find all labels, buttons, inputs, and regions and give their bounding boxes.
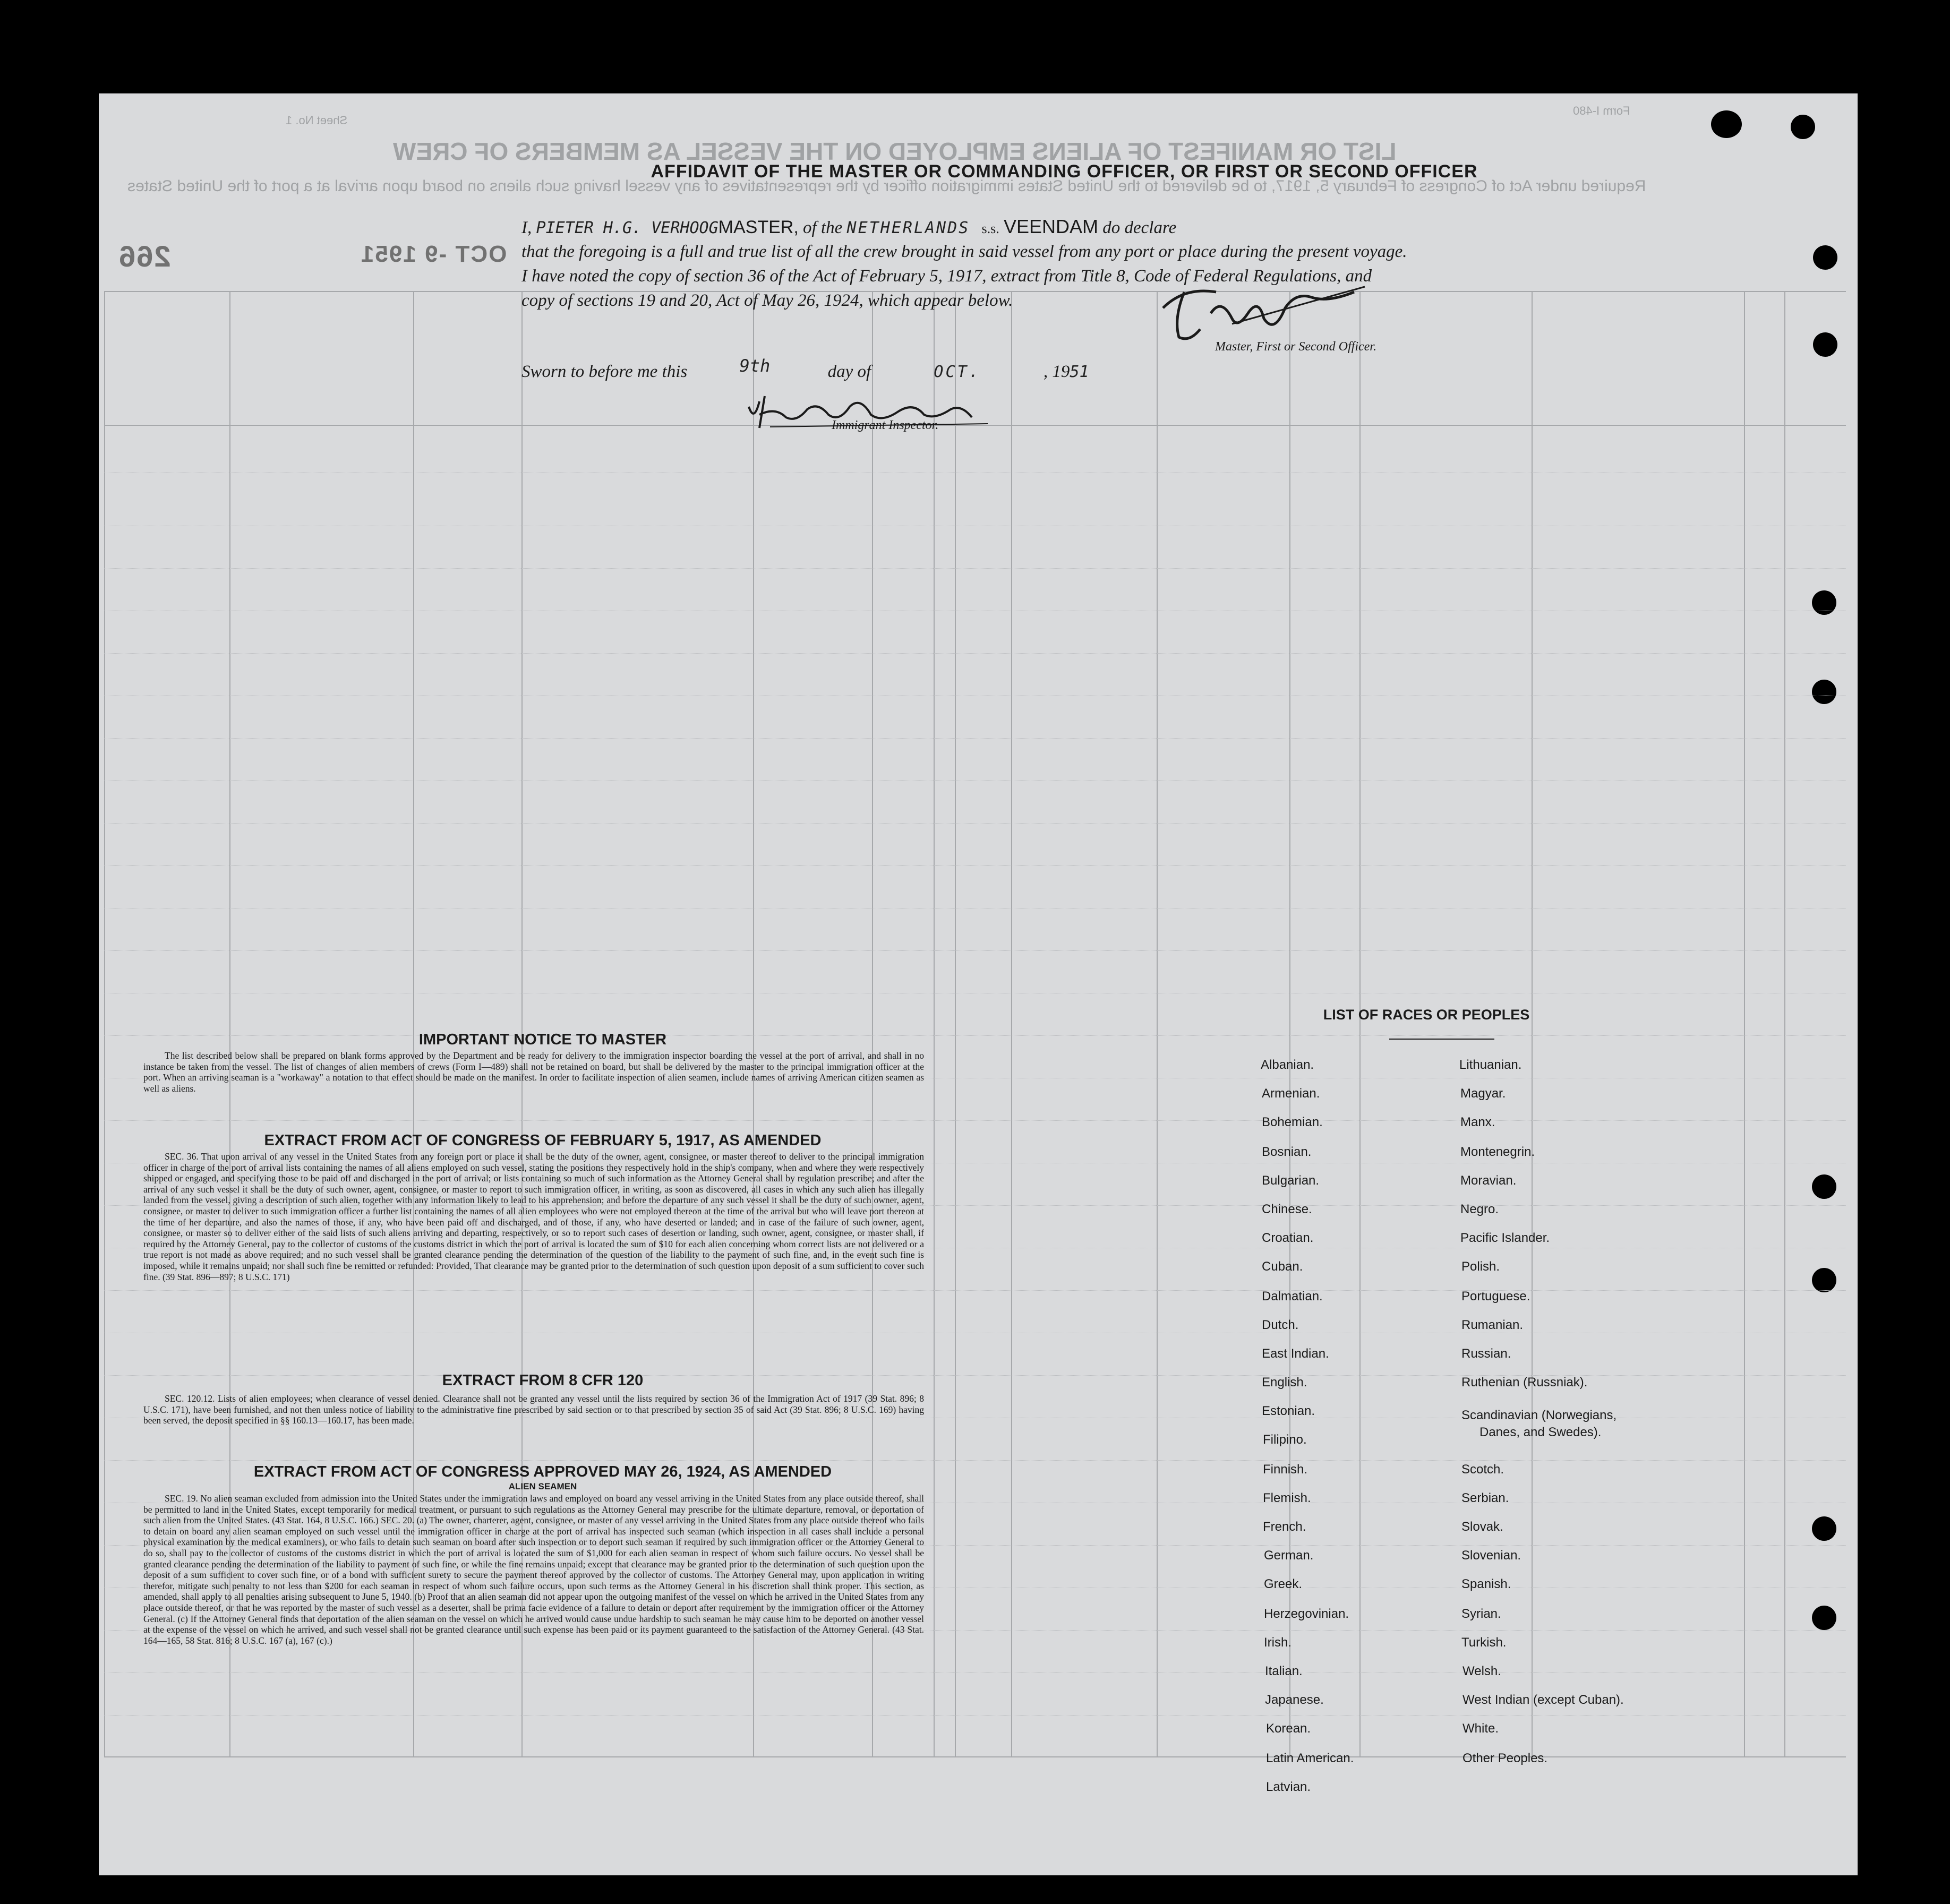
date-stamp-bleed: OCT -9 1951: [360, 241, 507, 267]
reverse-title-bleed: LIST OR MANIFEST OF ALIENS EMPLOYED ON THE VESSEL AS MEMBERS OF CREW: [393, 138, 1397, 165]
form-number-bleed: Form I-480: [1573, 104, 1630, 117]
race-item: Dutch.: [1262, 1318, 1299, 1332]
race-item: Dalmatian.: [1262, 1289, 1323, 1303]
race-item: Bohemian.: [1262, 1115, 1323, 1129]
race-item: Rumanian.: [1461, 1318, 1524, 1332]
inspector-label: Immigrant Inspector.: [832, 418, 939, 432]
affidavit-title: AFFIDAVIT OF THE MASTER OR COMMANDING OFFICER, OR FIRST OR SECOND OFFICER: [651, 161, 1478, 182]
punch-hole: [1812, 1268, 1836, 1292]
race-item: Greek.: [1264, 1577, 1303, 1591]
race-item: Japanese.: [1265, 1693, 1324, 1707]
race-item: Danes, and Swedes).: [1479, 1425, 1602, 1439]
signer-label: Master, First or Second Officer.: [1215, 340, 1376, 354]
extract-cfr-title: EXTRACT FROM 8 CFR 120: [442, 1372, 644, 1389]
notice-text: The list described below shall be prepared on blank forms approved by the Department and be ready for delivery to the immigration inspector boarding the vessel at the port of arrival, and shall in no instance be taken from the vessel. The list of changes of alien members of crews (Form I—489) shall not be retained on board, but shall be delivered by the master to the principal immigration officer at the port. When an arriving seaman is a "workaway" a notation to that effect should be made on the manifest. In order to facilitate inspection of alien seamen, include names of arriving American citizen seamen as well as aliens.: [143, 1050, 924, 1094]
affidavit-line-2: that the foregoing is a full and true list of all the crew brought in said vessel from any port or place during the present voyage.: [521, 242, 1407, 261]
vessel-name: VEENDAM: [1003, 216, 1098, 237]
race-item: Montenegrin.: [1460, 1145, 1535, 1159]
race-item: Filipino.: [1263, 1433, 1307, 1447]
sheet-number-bleed: Sheet No. 1: [286, 114, 348, 127]
race-item: West Indian (except Cuban).: [1462, 1693, 1624, 1707]
race-item: Syrian.: [1461, 1607, 1501, 1621]
race-item: Serbian.: [1461, 1491, 1509, 1505]
race-item: Bulgarian.: [1262, 1173, 1320, 1188]
race-item: White.: [1462, 1721, 1499, 1736]
race-item: Bosnian.: [1262, 1145, 1312, 1159]
extract-1924-title: EXTRACT FROM ACT OF CONGRESS APPROVED MAY 26, 1924, AS AMENDED: [253, 1463, 832, 1480]
sworn-prefix: Sworn to before me this: [521, 362, 688, 381]
affidavit-line-1: [521, 216, 1176, 238]
race-item: Ruthenian (Russniak).: [1461, 1375, 1588, 1390]
sworn-day-handwritten: 9th: [739, 356, 771, 376]
race-item: Chinese.: [1262, 1202, 1312, 1216]
race-item: Russian.: [1461, 1346, 1511, 1361]
day-of-label: day of: [827, 362, 871, 381]
race-item: Lithuanian.: [1459, 1058, 1522, 1072]
race-item: Estonian.: [1262, 1404, 1315, 1418]
race-item: Cuban.: [1262, 1259, 1303, 1274]
punch-hole: [1812, 590, 1836, 615]
race-item: Herzegovinian.: [1264, 1607, 1349, 1621]
race-item: Negro.: [1460, 1202, 1499, 1216]
race-item: Scotch.: [1461, 1462, 1504, 1477]
race-item: Latin American.: [1266, 1751, 1354, 1765]
punch-hole: [1812, 1606, 1836, 1630]
punch-hole: [1813, 332, 1837, 357]
races-title: LIST OF RACES OR PEOPLES: [1323, 1007, 1530, 1023]
race-item: Manx.: [1460, 1115, 1495, 1129]
ss-label: s.s.: [981, 221, 999, 236]
declare-label: do declare: [1102, 218, 1177, 237]
race-item: East Indian.: [1262, 1346, 1329, 1361]
punch-hole: [1791, 115, 1815, 139]
nationality-handwritten: NETHERLANDS: [846, 219, 970, 237]
punch-hole: [1812, 1516, 1836, 1541]
affidavit-line-3: I have noted the copy of section 36 of the Act of February 5, 1917, extract from Title 8, Code of Federal Regulations, and: [521, 267, 1372, 286]
extract-1924-text: SEC. 19. No alien seaman excluded from admission into the United States under the immigration laws and employed on board any vessel arriving in the United States from any place outside thereof, shall be permitted to land in the United States, except temporarily for medical treatment, or pursuant to such regulations as the Attorney General may prescribe for the ultimate departure, removal, or deportation of such alien from the United States. (43 Stat. 164, 8 U.S.C. 166.) SEC. 20. (a) The owner, charterer, agent, consignee, or master of any vessel arriving in the United States from any place outside thereof who fails to detain on board any alien seaman employed on such vessel until the immigration officer in charge at the port of arrival has inspected such seaman (which inspection in all cases shall include a personal physical examination by the medical examiners), or who fails to detain such seaman on board after such inspection or to deport such seaman if required by such immigration officer or the Attorney General to do so, shall pay to the collector of customs of the customs district in which the port of arrival is located the sum of $1,000 for each alien seaman in respect of whom such failure occurs. No vessel shall be granted clearance pending the determination of the liability to payment of such fine, or while the fine remains unpaid; except that clearance may be granted prior to the determination of such question upon the deposit of a sum sufficient to cover such fine, or of a bond with sufficient surety to secure the payment thereof approved by the collector of customs. The Attorney General may, upon application in writing therefor, mitigate such penalty to not less than $200 for each seaman in respect of whom such failure occurs, upon such terms as the Attorney General in his discretion shall think proper. This section, as amended, shall apply to all penalties arising subsequent to June 5, 1940. (b) Proof that an alien seaman did not appear upon the outgoing manifest of the vessel on which he arrived in the United States from any place outside thereof, or that he was reported by the master of such vessel as a deserter, shall be prima facie evidence of a failure to detain or deport after requirement by the immigration officer or the Attorney General. (c) If the Attorney General finds that deportation of the alien seaman on the vessel on which he arrived would cause undue hardship to such seaman he may cause him to be deported on another vessel at the expense of the vessel on which he arrived, and such vessel shall not be granted clearance until such expense has been paid or its payment guaranteed to the satisfaction of the Attorney General. (43 Stat. 164—165, 58 Stat. 816; 8 U.S.C. 167 (a), 167 (c).): [143, 1493, 924, 1646]
punch-hole: [1813, 245, 1837, 270]
race-item: Flemish.: [1263, 1491, 1311, 1505]
race-item: Albanian.: [1261, 1058, 1314, 1072]
race-item: English.: [1262, 1375, 1307, 1390]
race-item: Magyar.: [1460, 1086, 1506, 1101]
races-title-rule: [1389, 1039, 1494, 1040]
extract-cfr-text: SEC. 120.12. Lists of alien employees; when clearance of vessel denied. Clearance shall not be granted any vessel until the lists required by section 36 of the Immigration Act of 1917 (39 Stat. 896; 8 U.S.C. 171), have been furnished, and not then unless notice of liability to the administrative fine prescribed by said section or to that prescribed by section 35 of said Act (39 Stat. 896; 8 U.S.C. 169) having been served, the deposit specified in §§ 160.13—160.17, has been made.: [143, 1393, 924, 1426]
of-the-label: of the: [803, 218, 843, 237]
notice-title: IMPORTANT NOTICE TO MASTER: [418, 1031, 667, 1048]
reverse-required-bleed: Required under Act of Congress of February 5, 1917, to be delivered to the United States immigration officer by the representatives of any vessel having such aliens on board upon arrival at a port of the United States: [127, 177, 1646, 195]
master-label: MASTER,: [718, 217, 799, 237]
i-label: I,: [521, 218, 532, 237]
race-item: Slovak.: [1461, 1520, 1503, 1534]
race-item: Slovenian.: [1461, 1548, 1521, 1563]
race-item: German.: [1264, 1548, 1314, 1563]
race-item: Turkish.: [1461, 1635, 1507, 1650]
race-item: Moravian.: [1460, 1173, 1517, 1188]
extract-1917-title: EXTRACT FROM ACT OF CONGRESS OF FEBRUARY 5, 1917, AS AMENDED: [264, 1132, 822, 1149]
race-item: Other Peoples.: [1462, 1751, 1548, 1765]
race-item: Pacific Islander.: [1460, 1231, 1550, 1245]
alien-seamen-subtitle: ALIEN SEAMEN: [508, 1481, 577, 1491]
affidavit-line-4: copy of sections 19 and 20, Act of May 26, 1924, which appear below.: [521, 291, 1013, 310]
race-item: Italian.: [1265, 1664, 1303, 1678]
race-item: Welsh.: [1462, 1664, 1501, 1678]
race-item: Korean.: [1266, 1721, 1311, 1736]
race-item: Spanish.: [1461, 1577, 1511, 1591]
year-prefix: , 19: [1043, 362, 1070, 381]
race-item: Scandinavian (Norwegians,: [1461, 1408, 1617, 1422]
race-item: Portuguese.: [1461, 1289, 1530, 1303]
extract-1917-text: SEC. 36. That upon arrival of any vessel in the United States from any foreign port or place it shall be the duty of the owner, agent, consignee, or master thereof to deliver to the principal immigration officer in charge of the port of arrival lists containing the names of all aliens employed on such vessel, stating the positions they respectively hold in the ship's company, when and where they were respectively shipped or engaged, and specifying those to be paid off and discharged in the port of arrival; or lists containing so much of such information as the Attorney General shall by regulation prescribe; and after the arrival of any such vessel it shall be the duty of such owner, agent, consignee, or master to report to such immigration officer, in writing, as soon as discovered, all cases in which any such alien has illegally landed from the vessel, giving a description of such alien, together with any information likely to lead to his apprehension; and before the departure of any such vessel it shall be the duty of such owner, agent, consignee, or master to deliver to such immigration officer a further list containing the names of all alien employees who were not employed thereon at the time of the arrival but who will leave port thereon at the time of her departure, and also the names of those, if any, who have been paid off and discharged, and of those, if any, who have deserted or landed; and in case of the failure of such owner, agent, consignee, or master so to deliver either of the said lists of such aliens arriving and departing, respectively, or so to report such cases of desertion or landing, such owner, agent, consignee, or master shall, if required by the Attorney General, pay to the collector of customs of the customs district in which the port of arrival is located the sum of $10 for each alien concerning whom correct lists are not delivered or a true report is not made as above required; and no such vessel shall be granted clearance pending the determination of the question of the liability to the payment of such fine, and, in the event such fine is imposed, while it remains unpaid; nor shall such fine be remitted or refunded: Provided, That clearance may be granted prior to the determination of such question upon deposit of a sum sufficient to cover such fine. (39 Stat. 896—897; 8 U.S.C. 171): [143, 1151, 924, 1282]
punch-hole: [1711, 110, 1742, 138]
race-item: Croatian.: [1262, 1231, 1314, 1245]
race-item: Latvian.: [1266, 1780, 1311, 1794]
sworn-month-handwritten: OCT.: [934, 363, 981, 381]
sworn-line: [521, 356, 1089, 382]
punch-hole: [1812, 1174, 1836, 1199]
punch-hole: [1812, 680, 1836, 704]
master-name-handwritten: PIETER H.G. VERHOOG: [536, 219, 719, 237]
year-handwritten: 51: [1070, 363, 1089, 381]
race-item: Armenian.: [1262, 1086, 1320, 1101]
race-item: Irish.: [1264, 1635, 1292, 1650]
page-number-stamp: 266: [118, 239, 171, 273]
race-item: Polish.: [1461, 1259, 1500, 1274]
race-item: Finnish.: [1263, 1462, 1308, 1477]
master-signature: [1152, 276, 1375, 345]
race-item: French.: [1263, 1520, 1306, 1534]
